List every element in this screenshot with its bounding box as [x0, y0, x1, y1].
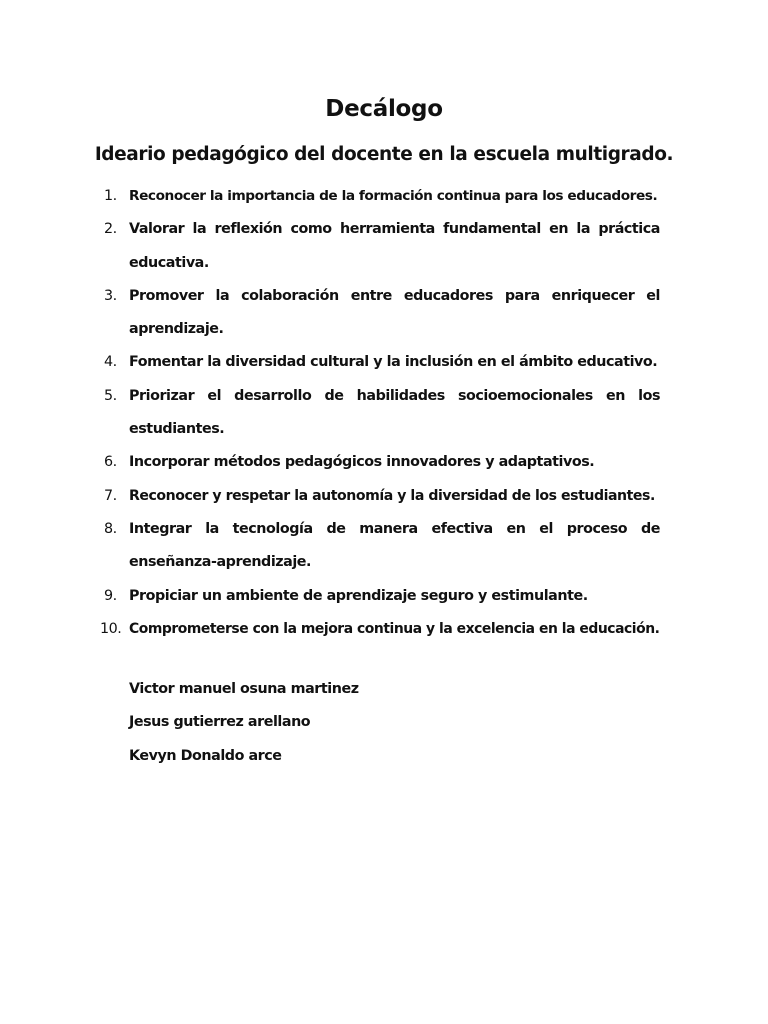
list-item-text: Reconocer la importancia de la formación continua para los educadores. [129, 188, 658, 204]
list-item-number: 2. [104, 221, 117, 238]
document-subtitle: Ideario pedagógico del docente en la escuela multigrado. [94, 144, 674, 165]
list-item-text: Priorizar el desarrollo de habilidades socioemocionales en los estudiantes. [129, 387, 660, 438]
list-item-number: 10. [100, 620, 122, 637]
list-item [100, 380, 660, 447]
list-item-number: 1. [104, 188, 117, 204]
list-item-text: Propiciar un ambiente de aprendizaje seguro y estimulante. [129, 587, 588, 604]
list-item-number: 7. [104, 487, 117, 504]
list-item-number: 6. [104, 454, 117, 471]
authors-block [129, 673, 629, 773]
list-item [100, 580, 660, 613]
list-item-number: 3. [104, 287, 117, 304]
author-name: Victor manuel osuna martinez [129, 681, 359, 697]
decalogue-list [100, 180, 660, 646]
document-title: Decálogo [325, 96, 443, 122]
list-item-text: Promover la colaboración entre educadores para enriquecer el aprendizaje. [129, 287, 660, 338]
list-item-text: Integrar la tecnología de manera efectiva en el proceso de enseñanza-aprendizaje. [129, 520, 660, 571]
list-item-text: Fomentar la diversidad cultural y la inclusión en el ámbito educativo. [129, 354, 658, 371]
list-item [100, 280, 660, 347]
list-item [100, 446, 660, 479]
list-item-text: Reconocer y respetar la autonomía y la diversidad de los estudiantes. [129, 487, 655, 504]
list-item-text: Valorar la reflexión como herramienta fundamental en la práctica educativa. [129, 221, 660, 271]
list-item-number: 5. [104, 387, 117, 404]
list-item [100, 613, 660, 646]
list-item [100, 480, 660, 513]
author-name: Jesus gutierrez arellano [129, 714, 311, 731]
list-item-text: Incorporar métodos pedagógicos innovadores y adaptativos. [129, 454, 595, 471]
list-item-number: 4. [104, 354, 117, 371]
list-item [100, 513, 660, 580]
author-name: Kevyn Donaldo arce [129, 747, 282, 764]
list-item [100, 346, 660, 379]
list-item [100, 180, 660, 213]
list-item-text: Comprometerse con la mejora continua y la excelencia en la educación. [129, 620, 660, 637]
list-item-number: 8. [104, 520, 117, 537]
list-item-number: 9. [104, 587, 117, 604]
list-item [100, 213, 660, 280]
